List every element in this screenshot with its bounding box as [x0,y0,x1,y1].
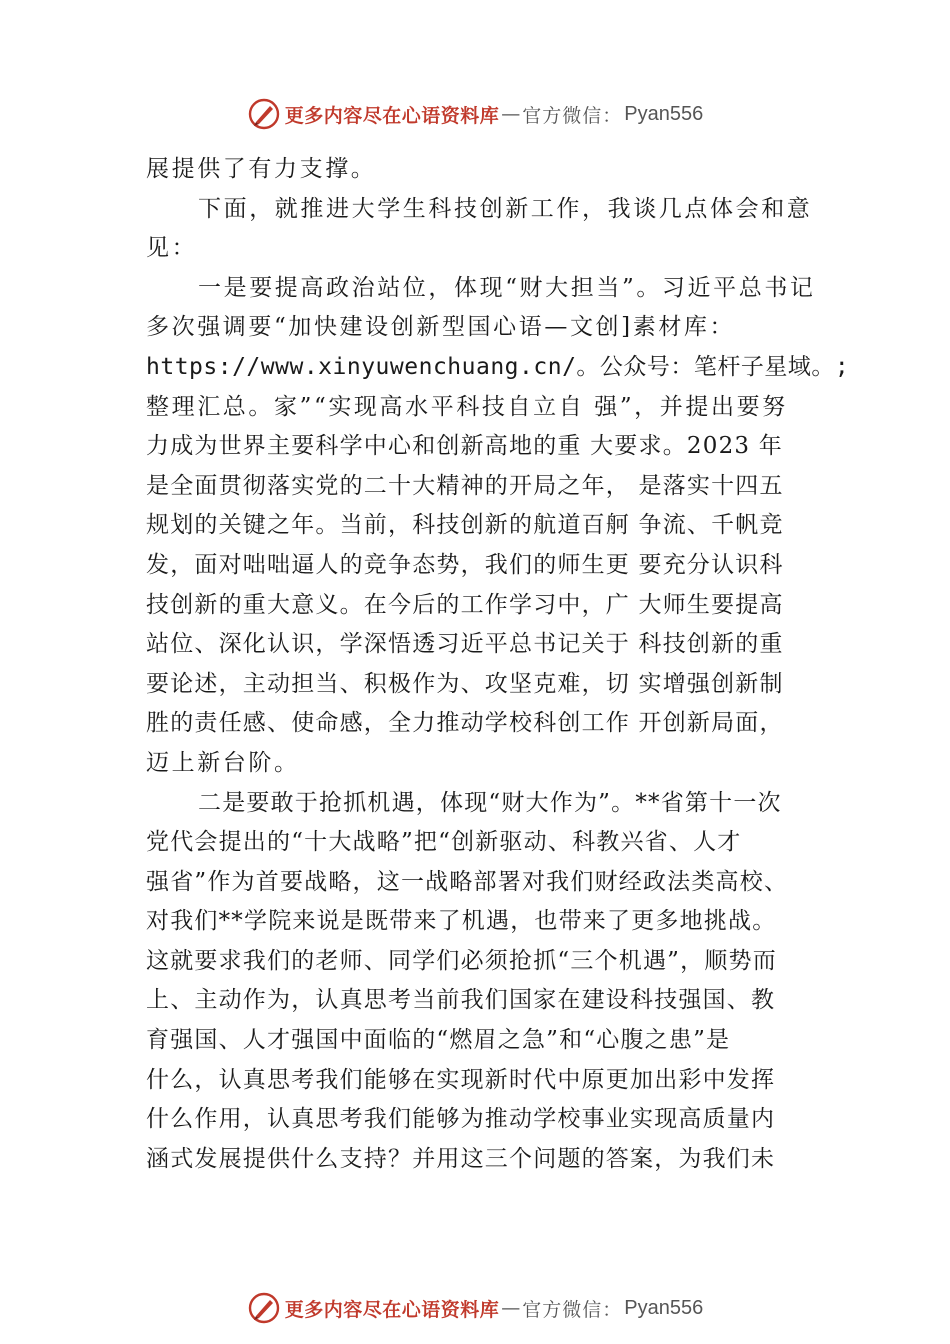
banner-separator: — [501,1297,521,1319]
footer-banner [0,1288,950,1328]
text-line: 强省”作为首要战略，这一战略部署对我们财经政法类高校、 [146,868,789,895]
text-line: 什么作用，认真思考我们能够为推动学校事业实现高质量内 [146,1106,776,1133]
header-banner [0,94,950,134]
banner-subtitle: 官方微信： [522,104,623,127]
text-line: 育强国、人才强国中面临的“燃眉之急”和“心腹之患”是 [146,1027,731,1054]
banner-title: 更多内容尽在心语资料库 [284,104,500,127]
text-line: 整理汇总。家”“实现高水平科技自立自 强”，并提出要努 [146,393,788,420]
pen-logo-icon [247,1291,281,1325]
banner-separator: — [501,103,521,125]
text-line: 一是要提高政治站位，体现“财大担当”。习近平总书记 [198,274,816,301]
text-line: 要论述，主动担当、积极作为、攻坚克难，切 实增强创新制 [146,670,784,697]
text-line: 规划的关键之年。当前，科技创新的航道百舸 争流、千帆竞 [146,512,784,539]
banner-subtitle: 官方微信： [522,1298,623,1321]
banner-wechat-id: Pyan556 [624,102,704,125]
text-line: 对我们**学院来说是既带来了机遇，也带来了更多地挑战。 [146,908,777,935]
text-line: 这就要求我们的老师、同学们必须抢抓“三个机遇”，顺势而 [146,947,777,974]
text-line: 迈上新台阶。 [146,749,300,776]
pen-logo-icon [247,97,281,131]
text-line: 力成为世界主要科学中心和创新高地的重 大要求。2023 年 [146,433,783,460]
text-line: 什么，认真思考我们能够在实现新时代中原更加出彩中发挥 [146,1066,776,1093]
banner-title: 更多内容尽在心语资料库 [284,1298,500,1321]
text-line: 多次强调要“加快建设创新型国心语—文创]素材库： [146,314,736,341]
text-line: 技创新的重大意义。在今后的工作学习中，广 大师生要提高 [146,591,784,618]
document-body [146,150,850,1179]
text-line: 党代会提出的“十大战略”把“创新驱动、科教兴省、人才 [146,829,742,856]
text-line: 发，面对咄咄逼人的竞争态势，我们的师生更 要充分认识科 [146,551,784,578]
text-line: 涵式发展提供什么支持？并用这三个问题的答案，为我们未 [146,1145,776,1172]
text-line: 下面，就推进大学生科技创新工作，我谈几点体会和意 [198,195,813,222]
text-line: 展提供了有力支撑。 [146,156,377,182]
banner-wechat-id: Pyan556 [624,1296,704,1319]
text-line: 见： [146,235,198,262]
url-line: https://www.xinyuwenchuang.cn/。公众号：笔杆子星域。; [146,353,850,380]
text-line: 二是要敢于抢抓机遇，体现“财大作为”。**省第十一次 [198,789,782,816]
text-line: 胜的责任感、使命感，全力推动学校科创工作 开创新局面， [146,710,784,737]
text-line: 上、主动作为，认真思考当前我们国家在建设科技强国、教 [146,987,776,1014]
text-line: 是全面贯彻落实党的二十大精神的开局之年， 是落实十四五 [146,472,784,499]
text-line: 站位、深化认识，学深悟透习近平总书记关于 科技创新的重 [146,631,784,658]
